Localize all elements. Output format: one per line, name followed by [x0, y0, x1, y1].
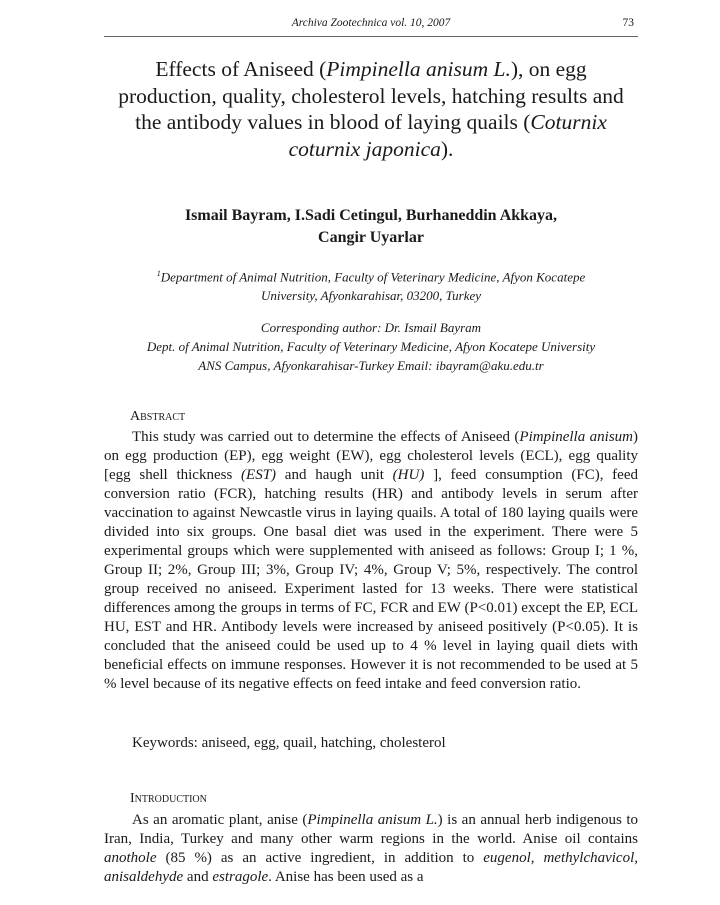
abstract-text: ) on egg production (EP), egg weight (EW), egg cholesterol levels (ECL), egg quality [egg shell thickness: [104, 429, 638, 483]
affiliation-line: Department of Animal Nutrition, Faculty of Veterinary Medicine, Afyon Kocatepe: [160, 269, 586, 285]
author-line: Cangir Uyarlar: [318, 229, 424, 246]
affiliation-line: University, Afyonkarahisar, 03200, Turkey: [260, 288, 482, 304]
journal-citation: Archiva Zootechnica vol. 10, 2007: [291, 17, 451, 29]
intro-compound: anothole: [104, 850, 157, 866]
intro-compound: eugenol, methylchavicol, anisaldehyde: [104, 850, 638, 885]
title-text: ).: [440, 136, 454, 161]
intro-species: Pimpinella anisum L.: [307, 812, 438, 828]
title-species: Coturnix coturnix japonica: [288, 110, 607, 161]
intro-text: and: [183, 869, 213, 885]
intro-text: ) is an annual herb indigenous to Iran, India, Turkey and many other warm regions in the world. Anise oil contains: [104, 812, 638, 847]
author-line: Ismail Bayram, I.Sadi Cetingul, Burhaneddin Akkaya,: [184, 207, 558, 224]
intro-text: . Anise has been used as a: [268, 869, 424, 885]
title-text: ), on egg production, quality, cholesterol levels, hatching results and the antibody values in blood of laying quails (: [118, 57, 624, 134]
intro-text: As an aromatic plant, anise (: [132, 812, 308, 828]
keywords: Keywords: aniseed, egg, quail, hatching, cholesterol: [132, 735, 446, 751]
correspondence-contact: ANS Campus, Afyonkarahisar-Turkey Email: ibayram@aku.edu.tr: [198, 358, 544, 373]
running-header: [104, 17, 638, 33]
abstract-species: Pimpinella anisum: [519, 429, 633, 445]
abstract-abbrev: (EST): [241, 467, 277, 483]
author-list: [104, 205, 638, 249]
title-text: Effects of Aniseed (: [155, 57, 327, 81]
title-species: Pimpinella anisum L.: [326, 57, 511, 81]
introduction-body: [104, 811, 638, 887]
abstract-heading: Abstract: [130, 409, 186, 424]
abstract-text: ], feed consumption (FC), feed conversion ratio (FCR), hatching results (HR) and antibody levels in serum after vaccination to against Newcastle virus in laying quails. A total of 180 laying quails were divided into six groups. One basal diet was used in the experiment. There were 5 experimental groups which were supplemented with aniseed as follows: Group I; 1 %, Group II; 2%, Group III; 3%, Group IV; 4%, Group V; 5%, respectively. The control group received no aniseed. Experiment lasted for 13 weeks. There were statistical differences among the groups in terms of FC, FCR and EW (P<0.01) except the EP, ECL HU, EST and HR. Antibody levels were increased by aniseed positively (P<0.05). It is concluded that the aniseed could be used up to 4 % level in laying quail diets with beneficial effects on immune responses. However it is not recommended to be used at 5 % level because of its negative effects on feed intake and feed conversion ratio.: [104, 467, 638, 692]
abstract-abbrev: (HU): [392, 467, 425, 483]
correspondence: [100, 318, 642, 375]
introduction-heading: Introduction: [130, 791, 207, 806]
header-rule: [104, 36, 638, 37]
corresponding-author: Corresponding author: Dr. Ismail Bayram: [260, 320, 482, 335]
affiliation-marker: 1: [156, 269, 161, 278]
intro-compound: estragole: [212, 869, 269, 885]
paper-title: [104, 56, 638, 162]
abstract-text: and haugh unit: [276, 467, 393, 483]
abstract-body: [104, 428, 638, 694]
intro-text: (85 %) as an active ingredient, in addition to: [156, 850, 484, 866]
abstract-text: This study was carried out to determine the effects of Aniseed (: [132, 429, 520, 445]
affiliation: [104, 264, 638, 305]
correspondence-address: Dept. of Animal Nutrition, Faculty of Veterinary Medicine, Afyon Kocatepe University: [146, 339, 596, 354]
page-number: 73: [622, 17, 634, 29]
